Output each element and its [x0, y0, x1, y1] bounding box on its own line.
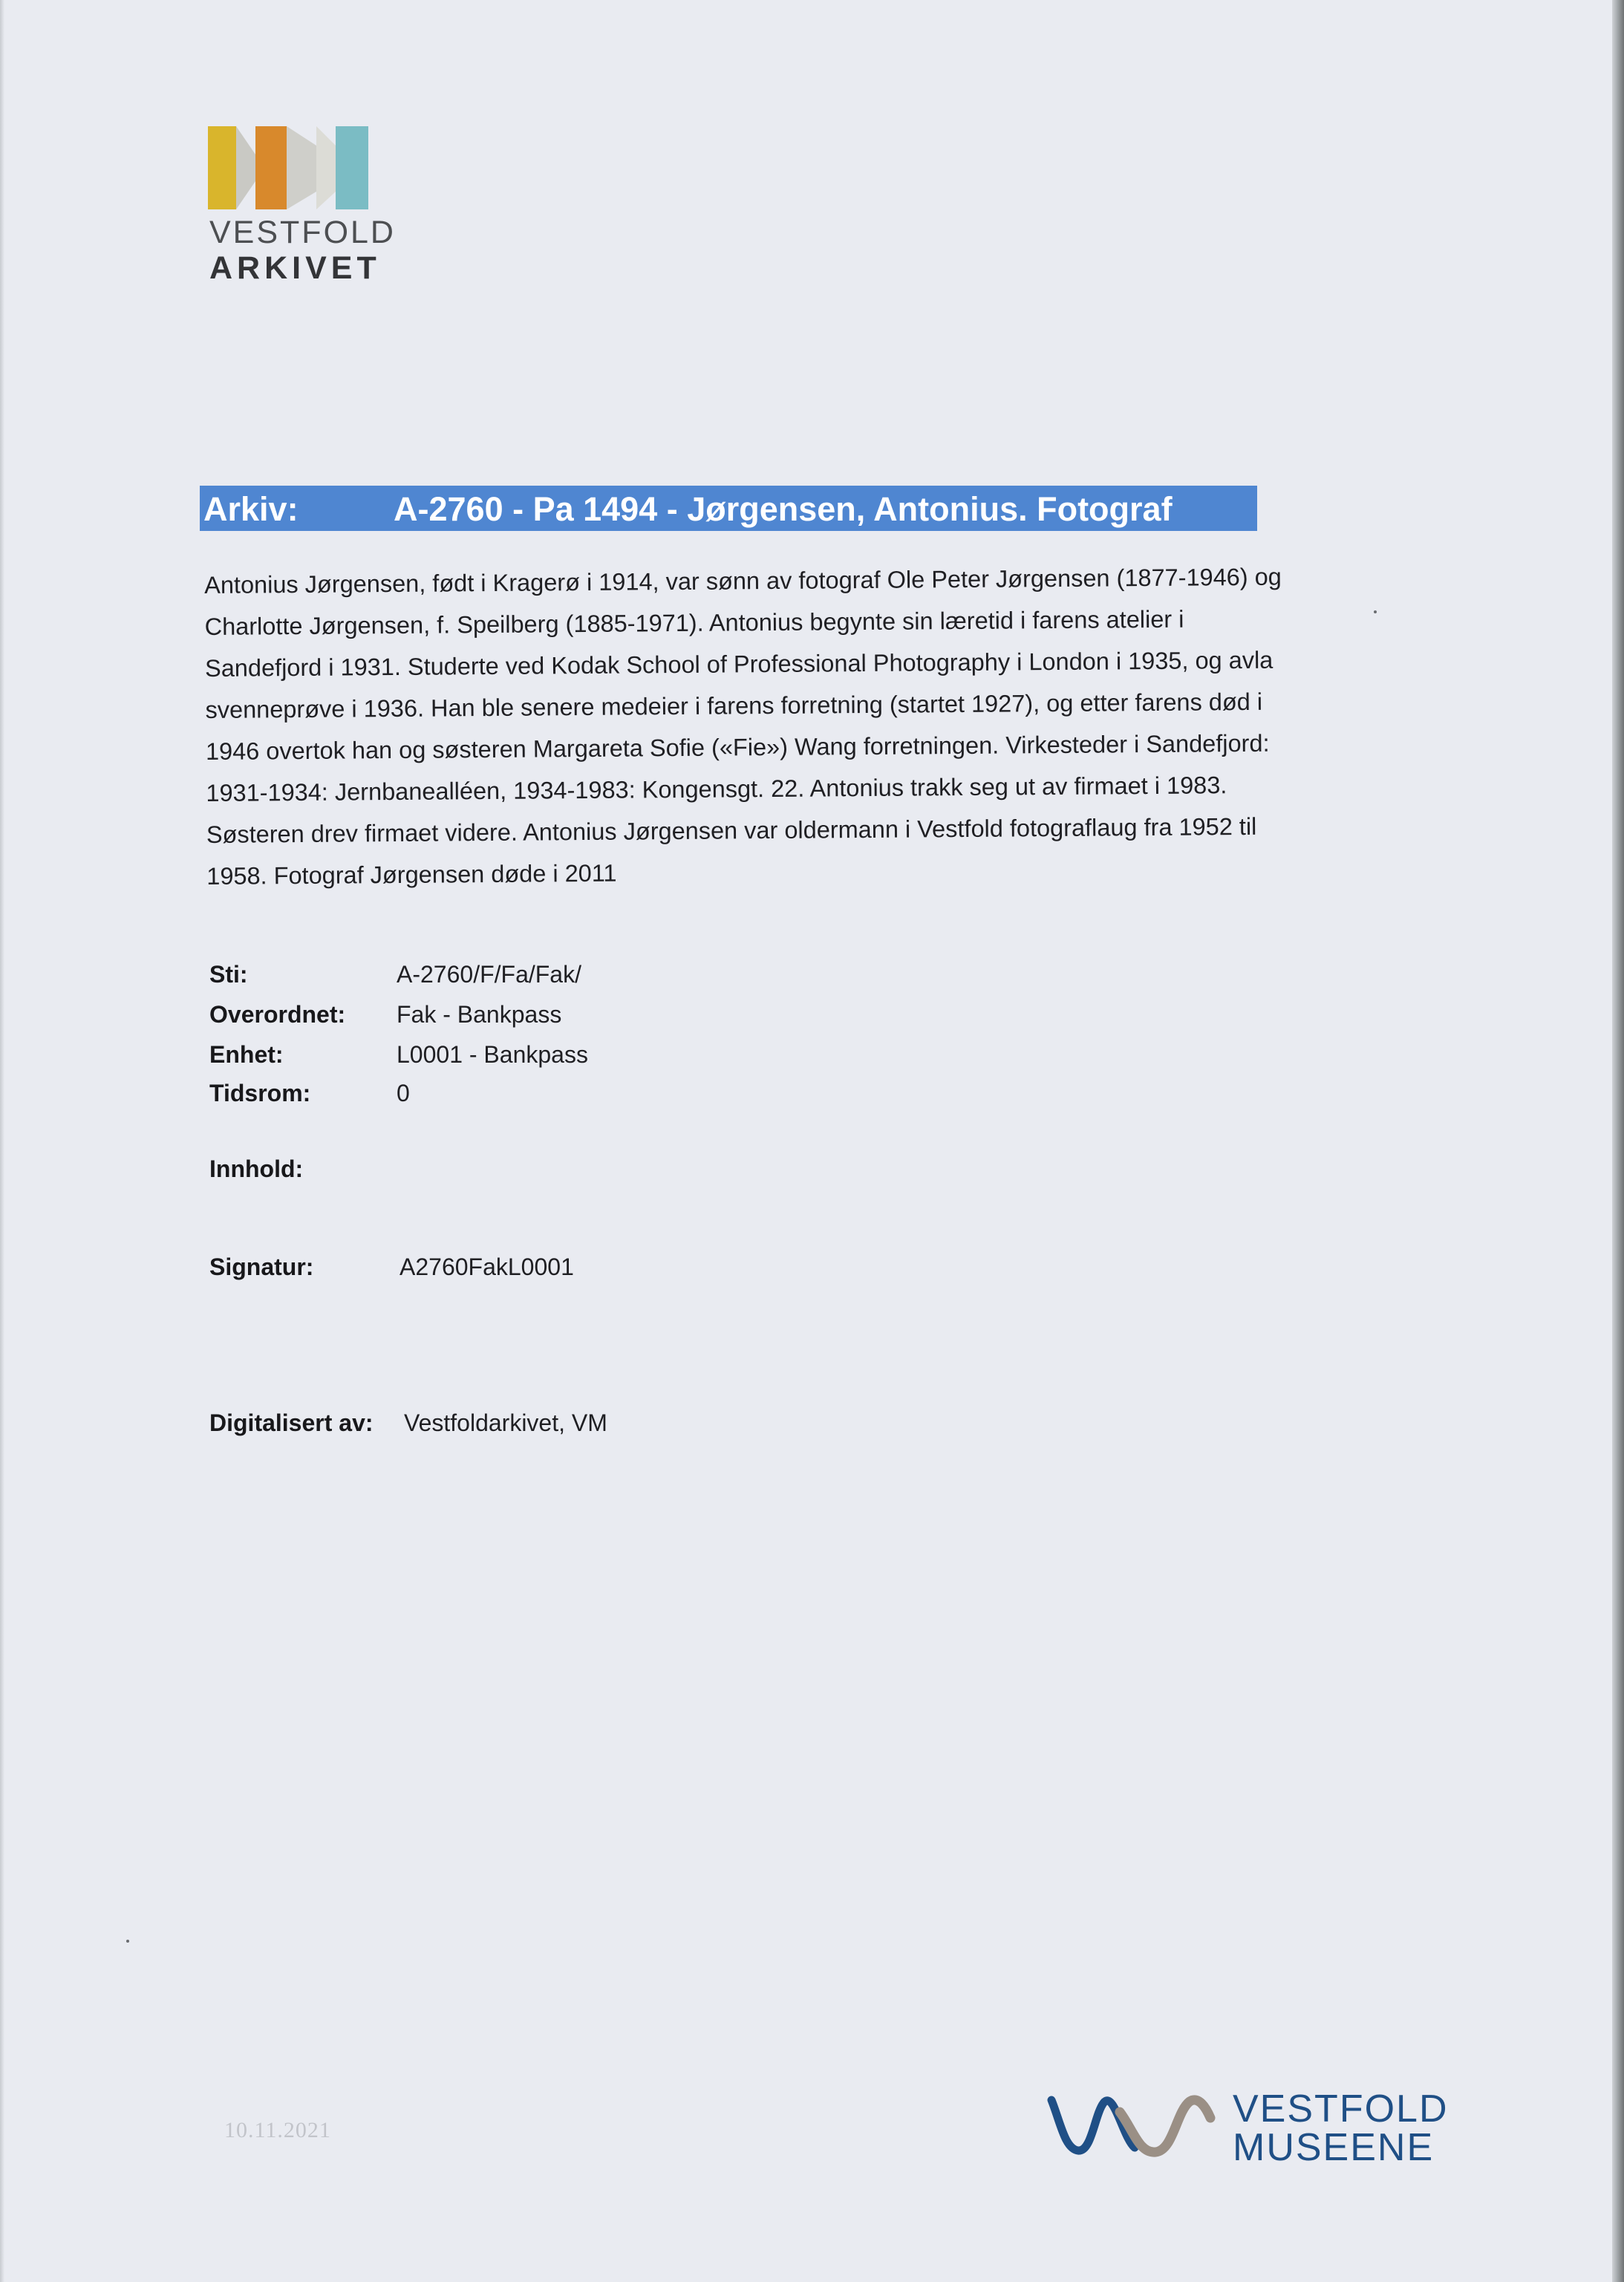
- scan-edge-left: [0, 0, 4, 2282]
- field-value: L0001 - Bankpass: [397, 1041, 588, 1068]
- museene-line2: MUSEENE: [1233, 2126, 1435, 2169]
- scan-speck: [1374, 610, 1377, 613]
- description-line: Søsteren drev firmaet videre. Antonius Jørgensen var oldermann i Vestfold fotograflaug fra 1952 til: [206, 812, 1257, 848]
- archive-title: A-2760 - Pa 1494 - Jørgensen, Antonius. Fotograf: [394, 490, 1173, 528]
- field-label: Overordnet:: [209, 1001, 346, 1028]
- description-line: 1931-1934: Jernbanealléen, 1934-1983: Kongensgt. 22. Antonius trakk seg ut av firmaet i 1983.: [206, 772, 1227, 806]
- field-value: Fak - Bankpass: [397, 1001, 562, 1028]
- description-line: Antonius Jørgensen, født i Kragerø i 1914, var sønn av fotograf Ole Peter Jørgensen (1877-1946) og: [204, 563, 1282, 599]
- logo-line2: ARKIVET: [209, 250, 381, 286]
- logo-line1: VESTFOLD: [209, 215, 396, 250]
- scan-speck: [126, 1940, 129, 1943]
- field-label: Sti:: [209, 961, 248, 988]
- field-label: Innhold:: [209, 1155, 304, 1182]
- field-label: Tidsrom:: [209, 1080, 311, 1106]
- description: [204, 555, 1439, 897]
- field-label: Signatur:: [209, 1254, 314, 1280]
- arkivet-logo-mark-icon: [208, 125, 371, 214]
- date-stamp: 10.11.2021: [224, 2118, 331, 2142]
- field-value: A2760FakL0001: [400, 1254, 574, 1280]
- scan-edge-right: [1612, 0, 1624, 2282]
- vestfold-museene-logo: [1046, 2085, 1469, 2167]
- description-line: 1958. Fotograf Jørgensen døde i 2011: [206, 859, 617, 890]
- museene-wave-mark-icon: [1046, 2085, 1231, 2167]
- vestfold-arkivet-logo: [206, 125, 396, 296]
- field-value: 0: [397, 1080, 410, 1106]
- museene-line1: VESTFOLD: [1233, 2087, 1449, 2131]
- archive-label: Arkiv:: [203, 490, 299, 528]
- description-line: 1946 overtok han og søsteren Margareta Sofie («Fie») Wang forretningen. Virkesteder i Sandefjord:: [205, 729, 1270, 765]
- field-label: Digitalisert av:: [209, 1409, 374, 1436]
- field-value: A-2760/F/Fa/Fak/: [397, 961, 581, 988]
- description-line: Charlotte Jørgensen, f. Speilberg (1885-1971). Antonius begynte sin læretid i farens atelier i: [204, 605, 1184, 640]
- description-line: Sandefjord i 1931. Studerte ved Kodak School of Professional Photography i London i 1935, og avla: [204, 646, 1274, 682]
- field-label: Enhet:: [209, 1041, 284, 1068]
- field-value: Vestfoldarkivet, VM: [404, 1409, 607, 1436]
- description-line: svenneprøve i 1936. Han ble senere medeier i farens forretning (startet 1927), og etter farens død i: [205, 688, 1263, 723]
